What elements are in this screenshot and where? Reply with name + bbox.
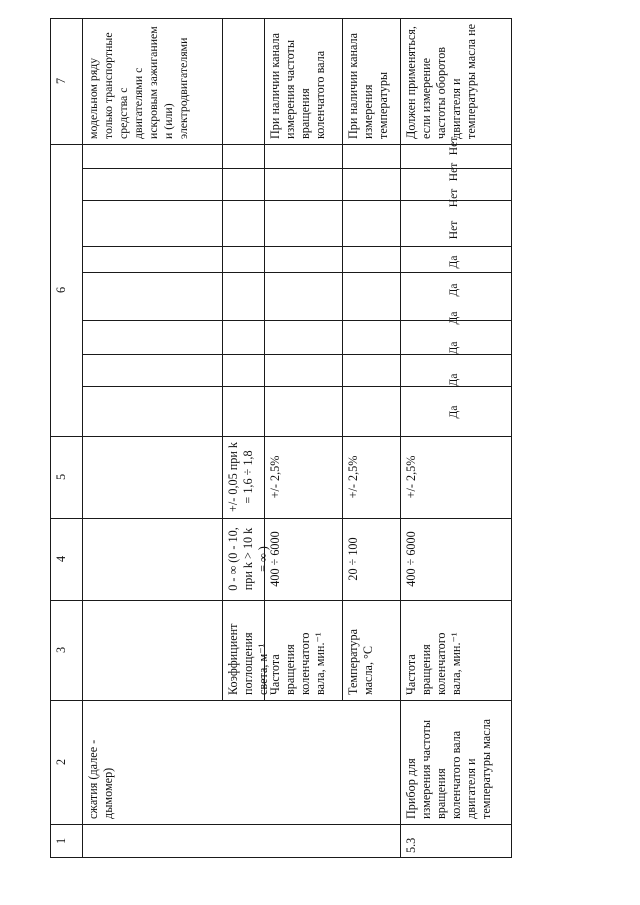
row5-col6-value-1: Да bbox=[448, 405, 460, 419]
row5-col1-number bbox=[400, 824, 512, 858]
row4-col7-note bbox=[342, 18, 400, 144]
row4-col7-note-text: При наличии канала измерения температуры bbox=[346, 32, 390, 139]
header-col-7 bbox=[50, 18, 82, 144]
row2-col4-range bbox=[222, 518, 270, 600]
header-col-4-text: 4 bbox=[54, 555, 68, 563]
row5-col6-value-7: Нет bbox=[448, 220, 460, 240]
row4-col5-accuracy bbox=[342, 436, 400, 518]
header-col-5-text: 5 bbox=[54, 473, 68, 481]
row4-col5-accuracy-text: +/- 2,5% bbox=[346, 455, 360, 499]
row3-col3-parameter-text: Частота вращения коленчатого вала, мин.⁻¹ bbox=[268, 632, 327, 695]
row2-col3-parameter-text: Коэффициент поглощения света, м⁻¹ bbox=[226, 623, 270, 695]
row5-col6-value-2: Да bbox=[448, 373, 460, 387]
header-col-2-text: 2 bbox=[54, 758, 68, 766]
row1-col7-note bbox=[82, 18, 222, 144]
header-col-3-text: 3 bbox=[54, 646, 68, 654]
row1-col2-name-text: сжатия (далее - дымомер) bbox=[86, 739, 115, 819]
header-col-3 bbox=[50, 600, 82, 700]
header-col-4 bbox=[50, 518, 82, 600]
row5-col3-parameter-text: Частота вращения коленчатого вала, мин.⁻¹ bbox=[404, 632, 463, 695]
row4-col3-parameter-text: Температура масла, °C bbox=[346, 629, 375, 695]
row4-col4-range bbox=[342, 518, 400, 600]
row3-col5-accuracy bbox=[264, 436, 342, 518]
row5-col7-note-text: Должен применяться, если измерение частоты оборотов двигателя и температуры масла не bbox=[404, 23, 478, 139]
row1-col7-note-text: модельном ряду только транспортные средства с двигателями с искровым зажиганием и (или) электродвигателями bbox=[86, 26, 190, 139]
row5-col5-accuracy bbox=[400, 436, 512, 518]
row5-col2-name-text: Прибор для измерения частоты вращения коленчатого вала двигателя и температуры масла bbox=[404, 718, 493, 819]
row5-col6-value-9: Нет bbox=[448, 162, 460, 182]
header-col-1-text: 1 bbox=[54, 837, 68, 845]
header-col-2 bbox=[50, 700, 82, 824]
row3-col4-range bbox=[264, 518, 342, 600]
row2-col4-range-text: 0 - ∞ (0 - 10, при k > 10 k = ∞ ) bbox=[226, 527, 270, 591]
row2-col5-accuracy-text: +/- 0,05 при k = 1,6 ÷ 1,8 bbox=[226, 441, 255, 513]
header-col-6 bbox=[50, 144, 82, 436]
row5-col4-range-text: 400 ÷ 6000 bbox=[404, 531, 418, 587]
row5-col6-value-4: Да bbox=[448, 311, 460, 325]
column-separator-6 bbox=[50, 144, 512, 145]
row3-col7-note bbox=[264, 18, 342, 144]
row3-col4-range-text: 400 ÷ 6000 bbox=[268, 531, 282, 587]
row5-col4-range bbox=[400, 518, 512, 600]
rotated-table bbox=[50, 18, 512, 858]
row5-col3-parameter bbox=[400, 600, 512, 700]
row5-col6-value-10: Нет bbox=[448, 136, 460, 156]
row5-col5-accuracy-text: +/- 2,5% bbox=[404, 455, 418, 499]
header-col-5 bbox=[50, 436, 82, 518]
row5-col1-number-text: 5.3 bbox=[404, 837, 418, 853]
header-col-7-text: 7 bbox=[54, 77, 68, 85]
header-col-6-text: 6 bbox=[54, 286, 68, 294]
row3-col7-note-text: При наличии канала измерения частоты вращения коленчатого вала bbox=[268, 32, 327, 139]
header-col-1 bbox=[50, 824, 82, 858]
row2-col3-parameter bbox=[222, 600, 270, 700]
row5-col6-value-6: Да bbox=[448, 255, 460, 269]
row5-col6-value-3: Да bbox=[448, 341, 460, 355]
row3-col5-accuracy-text: +/- 2,5% bbox=[268, 455, 282, 499]
row5-col6-value-5: Да bbox=[448, 283, 460, 297]
row3-col3-parameter bbox=[264, 600, 342, 700]
page-number bbox=[18, 438, 42, 466]
row2-col5-accuracy bbox=[222, 436, 264, 518]
row5-col2-name bbox=[400, 700, 512, 824]
page-number-wrap bbox=[18, 440, 42, 464]
row5-col6-value-8: Нет bbox=[448, 188, 460, 208]
row4-col3-parameter bbox=[342, 600, 400, 700]
row1-col2-name bbox=[82, 700, 222, 824]
row4-col4-range-text: 20 ÷ 100 bbox=[346, 537, 360, 581]
